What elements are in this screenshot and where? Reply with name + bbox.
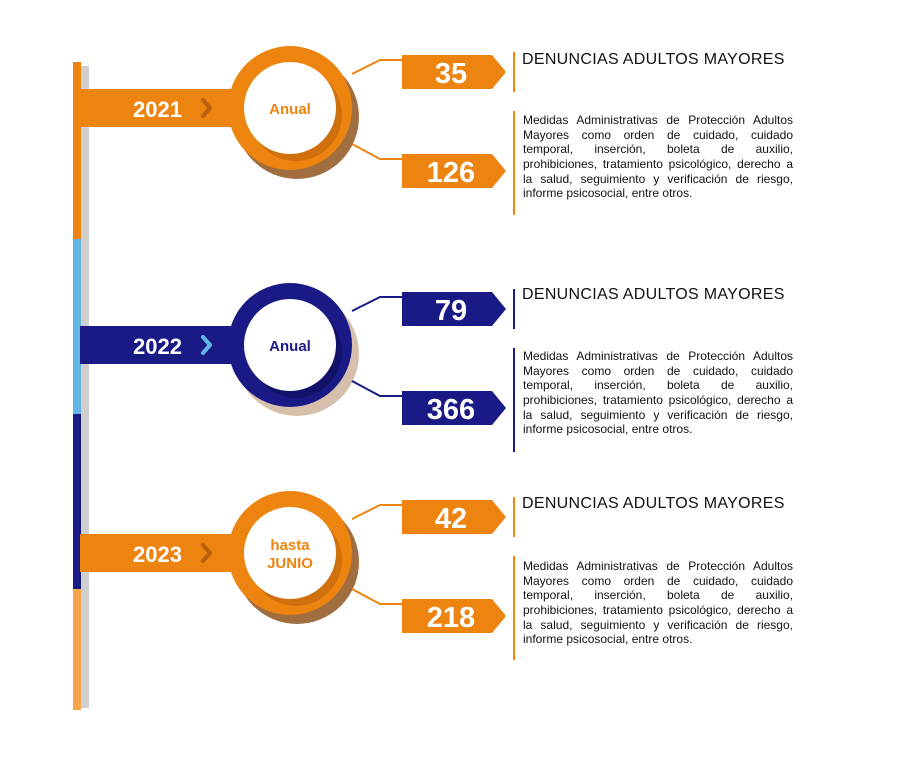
connector-line-top [352,505,402,519]
denuncias-value: 35 [434,58,468,90]
connector-line-bottom [352,381,402,396]
timeline-entry [80,283,515,452]
separator-top [513,289,515,329]
denuncias-value: 79 [434,295,468,327]
separator-bottom [513,348,515,452]
connector-line-bottom [352,589,402,604]
year-label: 2023 [133,542,182,567]
spine-segment-light-orange [73,589,81,710]
spine-segment-navy [73,414,81,589]
separator-bottom [513,556,515,660]
medidas-description: Medidas Administrativas de Protección Adultos Mayores como orden de cuidado, cuidado temporal, inserción, boleta de auxilio, prohibiciones, tratamiento psicológico, derecho a la salud, seguimiento y verificación de riesgo, informe psicosocial, entre otros. [523,559,793,647]
denuncias-label: DENUNCIAS ADULTOS MAYORES [522,286,785,303]
denuncias-value: 42 [434,503,468,535]
denuncias-label: DENUNCIAS ADULTOS MAYORES [522,495,785,512]
period-label: Anual [269,101,311,118]
medidas-value: 218 [426,602,476,634]
timeline-entry [80,46,515,215]
connector-line-top [352,297,402,311]
medidas-description: Medidas Administrativas de Protección Adultos Mayores como orden de cuidado, cuidado temporal, inserción, boleta de auxilio, prohibiciones, tratamiento psicológico, derecho a la salud, seguimiento y verificación de riesgo, informe psicosocial, entre otros. [523,349,793,437]
year-label: 2022 [133,334,182,359]
medidas-value: 366 [426,394,476,426]
separator-bottom [513,111,515,215]
period-label: JUNIO [267,555,313,572]
year-label: 2021 [133,97,182,122]
medidas-value: 126 [426,157,476,189]
spine-segment-orange [73,62,81,239]
connector-line-top [352,60,402,74]
separator-top [513,497,515,537]
period-label: hasta [270,537,310,554]
denuncias-label: DENUNCIAS ADULTOS MAYORES [522,51,785,68]
separator-top [513,52,515,92]
timeline-entry [80,491,515,660]
spine-segment-light-blue [73,239,81,414]
connector-line-bottom [352,144,402,159]
period-label: Anual [269,338,311,355]
spine-shadow [80,66,89,708]
medidas-description: Medidas Administrativas de Protección Adultos Mayores como orden de cuidado, cuidado temporal, inserción, boleta de auxilio, prohibiciones, tratamiento psicológico, derecho a la salud, seguimiento y verificación de riesgo, informe psicosocial, entre otros. [523,113,793,201]
